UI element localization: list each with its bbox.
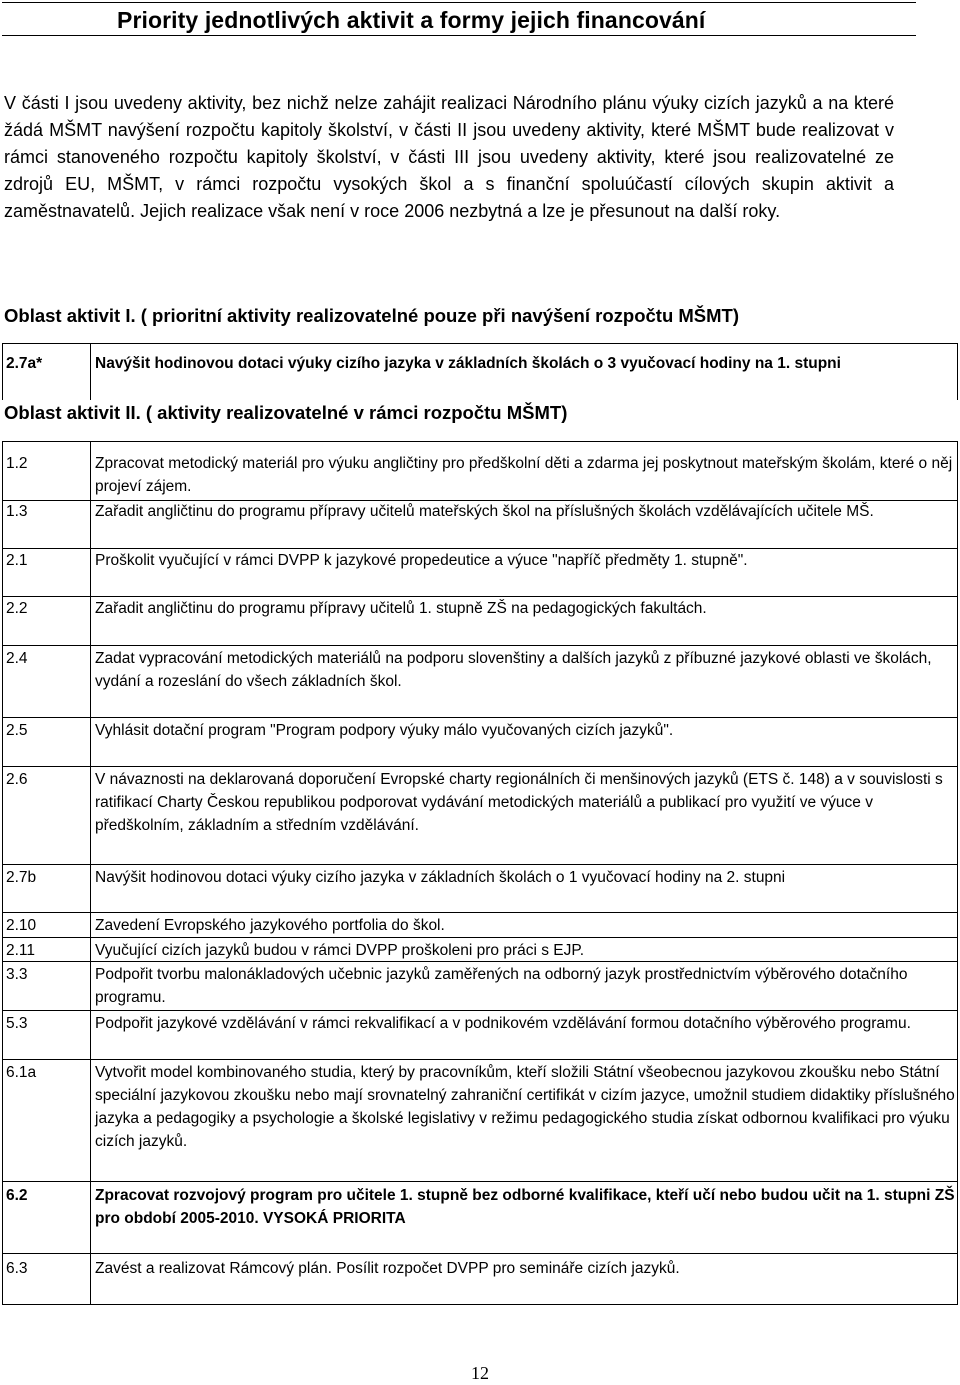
activity-description: Podpořit jazykové vzdělávání v rámci rekvalifikací a v podnikovém vzdělávání formou dotačního výběrového programu. xyxy=(95,1015,911,1032)
table-rule xyxy=(2,937,958,938)
activity-description: Zařadit angličtinu do programu přípravy učitelů mateřských škol na příslušných školách vzdělávajících učitele MŠ. xyxy=(95,503,874,520)
table-rule xyxy=(2,1181,958,1182)
table-rule xyxy=(2,766,958,767)
activity-description: Zařadit angličtinu do programu přípravy učitelů 1. stupně ZŠ na pedagogických fakultách. xyxy=(95,600,707,617)
activity-code: 2.4 xyxy=(6,650,28,667)
activity-code: 6.3 xyxy=(6,1260,28,1277)
table-rule xyxy=(2,1059,958,1060)
activity-code: 1.3 xyxy=(6,503,28,520)
activity-description: Zpracovat metodický materiál pro výuku angličtiny pro předškolní děti a zdarma jej poskytnout mateřským školám, které o něj projeví zájem. xyxy=(95,455,953,495)
activity-code: 2.11 xyxy=(6,942,36,959)
area-1-heading: Oblast aktivit I. ( prioritní aktivity realizovatelné pouze při navýšení rozpočtu MŠMT) xyxy=(4,305,740,326)
table-rule xyxy=(2,1253,958,1254)
activity-code: 6.2 xyxy=(6,1187,28,1204)
activity-description: Vyučující cizích jazyků budou v rámci DVPP proškoleni pro práci s EJP. xyxy=(95,942,585,959)
table-rule xyxy=(90,343,91,400)
table-rule xyxy=(2,441,958,442)
table-rule xyxy=(2,717,958,718)
table-rule xyxy=(90,441,91,1305)
table-rule xyxy=(2,1010,958,1011)
table-rule xyxy=(2,441,3,1305)
activity-description: Podpořit tvorbu malonákladových učebnic jazyků zaměřených na odborný jazyk prostřednictvím výběrového dotačního programu. xyxy=(95,966,908,1006)
activity-code: 2.5 xyxy=(6,722,28,739)
table-rule xyxy=(2,343,958,344)
table-rule xyxy=(957,441,958,1305)
activity-code: 2.10 xyxy=(6,917,37,934)
page-number: 12 xyxy=(471,1363,489,1383)
activity-code: 3.3 xyxy=(6,966,28,983)
activity-description: Zavést a realizovat Rámcový plán. Posílit rozpočet DVPP pro semináře cizích jazyků. xyxy=(95,1260,680,1277)
page-title: Priority jednotlivých aktivit a formy jejich financování xyxy=(117,7,706,33)
activity-code: 6.1a xyxy=(6,1064,37,1081)
intro-paragraph: V části I jsou uvedeny aktivity, bez nichž nelze zahájit realizaci Národního plánu výuky cizích jazyků a na které žádá MŠMT navýšení rozpočtu kapitoly školství, v části II jsou uvedeny aktivity, které MŠMT bude realizovat v rámci stanoveného rozpočtu kapitoly školství, v části III jsou uvedeny aktivity, které jsou realizovatelné ze zdrojů EU, MŠMT, v rámci rozpočtu vysokých škol a s finanční spoluúčastí cílových skupin aktivit a zaměstnavatelů. Jejich realizace však není v roce 2006 nezbytná a lze je přesunout na další roky. xyxy=(4,93,894,221)
activity-description: Vytvořit model kombinovaného studia, který by pracovníkům, kteří složili Státní všeobecnou jazykovou zkoušku nebo Státní speciální jazykovou zkoušku nebo mají srovnatelný zahraniční certifikát v cizím jazyce, umožnil studiem didaktiky příslušného jazyka a pedagogiky a psychologie a školské legislativy v režimu pedagogického studia získat odbornou kvalifikaci pro výuku cizích jazyků. xyxy=(95,1064,955,1150)
activity-description: V návaznosti na deklarovaná doporučení Evropské charty regionálních či menšinových jazyků (ETS č. 148) a v souvislosti s ratifikací Charty Českou republikou podporovat vydávání metodických materiálů a publikací pro využití ve výuce v předškolním, základním a středním vzdělávání. xyxy=(95,771,943,834)
activity-description: Vyhlásit dotační program "Program podpory výuky málo vyučovaných cizích jazyků". xyxy=(95,722,674,739)
table-rule xyxy=(2,864,958,865)
table-rule xyxy=(2,343,3,400)
activity-code: 2.6 xyxy=(6,771,28,788)
activity-code: 2.7b xyxy=(6,869,37,886)
activity-code: 1.2 xyxy=(6,455,28,472)
activity-description: Zavedení Evropského jazykového portfolia do škol. xyxy=(95,917,445,934)
activity-description: Navýšit hodinovou dotaci výuky cizího jazyka v základních školách o 3 vyučovací hodiny na 1. stupni xyxy=(95,355,841,372)
table-rule xyxy=(2,1304,958,1305)
activity-description: Proškolit vyučující v rámci DVPP k jazykové propedeutice a výuce "napříč předměty 1. stupně". xyxy=(95,552,748,569)
area-2-heading: Oblast aktivit II. ( aktivity realizovatelné v rámci rozpočtu MŠMT) xyxy=(4,402,568,423)
table-rule xyxy=(2,912,958,913)
table-rule xyxy=(957,343,958,400)
activity-code: 5.3 xyxy=(6,1015,28,1032)
activity-code: 2.1 xyxy=(6,552,28,569)
activity-description: Zadat vypracování metodických materiálů na podporu slovenštiny a dalších jazyků z příbuzné jazykové oblasti ve školách, vydání a rozeslání do všech základních škol. xyxy=(95,650,932,690)
activity-code: 2.2 xyxy=(6,600,28,617)
table-rule xyxy=(2,645,958,646)
activity-description: Navýšit hodinovou dotaci výuky cizího jazyka v základních školách o 1 vyučovací hodiny na 2. stupni xyxy=(95,869,786,886)
activity-description: Zpracovat rozvojový program pro učitele 1. stupně bez odborné kvalifikace, kteří učí nebo budou učit na 1. stupni ZŠ pro období 2005-2010. VYSOKÁ PRIORITA xyxy=(95,1187,955,1227)
activity-code: 2.7a* xyxy=(6,355,43,372)
